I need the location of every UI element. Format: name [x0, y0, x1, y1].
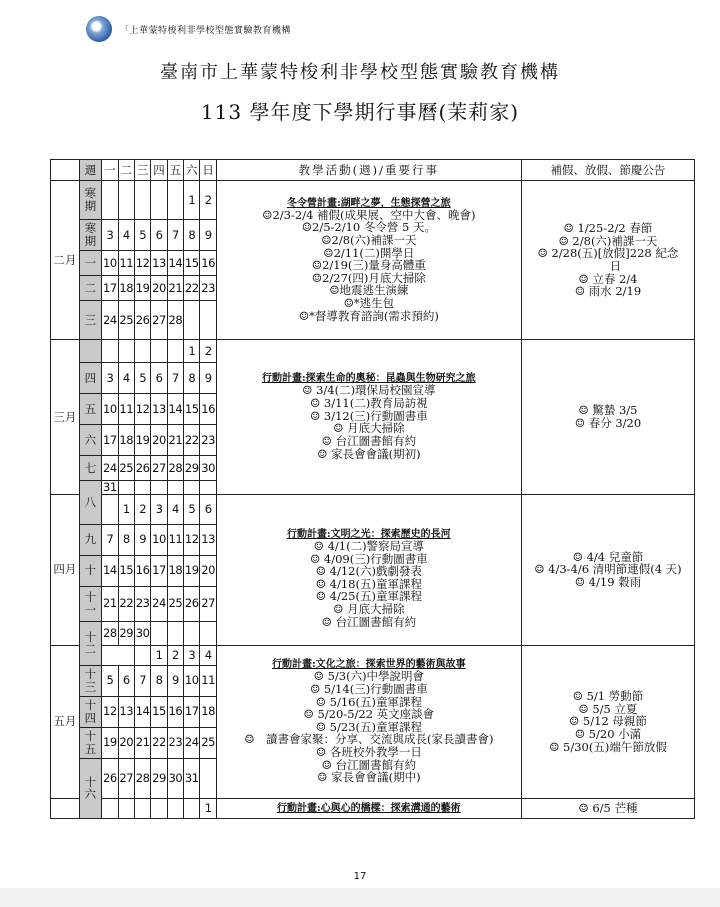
date-cell: 18 — [167, 555, 183, 586]
date-cell: 25 — [118, 301, 134, 340]
date-cell: 27 — [151, 301, 167, 340]
activity-item: ☺ 4/09(三)行動圖書車 — [309, 551, 428, 566]
date-cell: 6 — [151, 220, 167, 251]
date-cell: 28 — [102, 621, 118, 645]
date-cell — [151, 340, 167, 363]
header-week: 週 — [79, 160, 102, 181]
week-label: 四 — [79, 363, 102, 394]
date-cell: 26 — [102, 758, 118, 798]
date-cell: 26 — [134, 456, 150, 481]
activity-item: ☺2/8(六)補課一天 — [321, 232, 417, 247]
date-cell: 11 — [118, 394, 134, 425]
week-label — [79, 340, 102, 363]
note-item: ☺ 4/19 穀雨 — [574, 574, 642, 589]
activity-item: ☺ 3/11(二)教育局訪視 — [309, 396, 428, 411]
date-cell: 18 — [118, 425, 134, 456]
date-cell: 5 — [102, 665, 118, 696]
page-number: 17 — [353, 871, 367, 882]
date-cell: 3 — [151, 494, 167, 524]
week-label: 十六 — [79, 758, 102, 818]
date-cell: 3 — [102, 220, 118, 251]
header-blank — [51, 160, 80, 181]
date-cell — [184, 301, 200, 340]
header-school-name: 「上華蒙特梭利非學校型態實驗教育機構 — [120, 25, 292, 36]
note-item: ☺ 6/5 芒種 — [578, 800, 638, 815]
date-cell: 12 — [102, 696, 118, 727]
date-cell: 14 — [134, 696, 150, 727]
notes-list — [522, 222, 694, 298]
date-cell: 2 — [200, 181, 216, 220]
date-cell: 17 — [102, 425, 118, 456]
date-cell — [102, 645, 135, 665]
date-cell — [167, 340, 183, 363]
date-cell: 20 — [151, 425, 167, 456]
date-cell: 22 — [118, 586, 134, 621]
date-cell: 14 — [102, 555, 118, 586]
date-cell: 11 — [118, 251, 134, 276]
week-label: 七 — [79, 456, 102, 481]
note-item: ☺ 5/12 母親節 — [568, 714, 647, 729]
date-cell — [167, 798, 183, 818]
note-item: ☺ 立春 2/4 — [578, 271, 638, 286]
activity-item: ☺ 4/12(六)戲劇發表 — [315, 564, 422, 579]
activity-item: ☺2/11(二)開學日 — [323, 245, 415, 260]
june-activities — [216, 798, 521, 818]
date-cell — [134, 798, 150, 818]
date-cell: 16 — [167, 696, 183, 727]
date-cell: 21 — [167, 276, 183, 301]
date-cell: 29 — [118, 621, 134, 645]
date-cell — [184, 481, 200, 495]
month-april: 四月 — [51, 494, 80, 645]
header-weekday: 一 — [102, 160, 118, 181]
date-cell: 24 — [102, 301, 118, 340]
date-cell: 19 — [102, 727, 118, 758]
date-cell: 1 — [200, 798, 216, 818]
date-cell: 3 — [102, 363, 118, 394]
date-cell: 2 — [200, 340, 216, 363]
date-cell: 6 — [118, 665, 134, 696]
activity-item: ☺ 4/18(五)童軍課程 — [315, 576, 422, 591]
february-activities — [216, 181, 521, 340]
note-item: ☺ 1/25-2/2 春節 — [563, 221, 653, 236]
activity-item: ☺ 各班校外教學一日 — [315, 745, 422, 760]
date-cell — [151, 621, 167, 645]
activity-list — [217, 209, 521, 323]
date-cell: 10 — [151, 524, 167, 555]
date-cell: 17 — [184, 696, 200, 727]
date-cell: 8 — [184, 220, 200, 251]
page-header — [86, 12, 291, 46]
date-cell: 12 — [134, 394, 150, 425]
activity-item: ☺*逃生包 — [343, 296, 395, 311]
activity-item: ☺ 家長會會議(期中) — [317, 770, 421, 785]
activity-item: ☺ 4/25(五)童軍課程 — [315, 589, 422, 604]
note-item: ☺ 雨水 2/19 — [574, 284, 642, 299]
date-cell: 25 — [167, 586, 183, 621]
note-item: ☺ 4/3-4/6 清明節連假(4 天) — [534, 562, 682, 577]
date-cell: 13 — [151, 394, 167, 425]
month-february: 二月 — [51, 181, 80, 340]
date-cell — [200, 481, 216, 495]
week-label: 十三 — [79, 665, 102, 696]
date-cell: 14 — [167, 251, 183, 276]
date-cell: 21 — [167, 425, 183, 456]
week-label: 十四 — [79, 696, 102, 727]
notes-list — [522, 690, 694, 753]
header-activity: 教學活動(週)/重要行事 — [216, 160, 521, 181]
note-item: ☺ 5/30(五)端午節放假 — [549, 739, 667, 754]
document-title: 113 學年度下學期行事曆(茉莉家) — [200, 100, 520, 124]
date-cell: 8 — [118, 524, 134, 555]
date-cell: 7 — [167, 220, 183, 251]
date-cell: 16 — [200, 251, 216, 276]
activity-item: ☺ 5/16(五)童軍課程 — [315, 694, 422, 709]
date-cell: 17 — [102, 276, 118, 301]
date-cell: 19 — [184, 555, 200, 586]
date-cell: 12 — [184, 524, 200, 555]
date-cell: 30 — [134, 621, 150, 645]
date-cell — [200, 621, 216, 645]
date-cell — [167, 181, 183, 220]
date-cell — [118, 481, 134, 495]
activity-item: ☺*督導教育諮詢(需求預約) — [298, 308, 439, 323]
week-label: 六 — [79, 425, 102, 456]
activity-plan-title: 行動計畫:文化之旅：探索世界的藝術與故事 — [271, 659, 466, 671]
date-cell: 25 — [200, 727, 216, 758]
date-cell: 31 — [103, 480, 117, 494]
date-cell: 15 — [184, 251, 200, 276]
date-cell: 26 — [184, 586, 200, 621]
header-weekday: 三 — [134, 160, 150, 181]
date-cell: 21 — [134, 727, 150, 758]
week-label: 三 — [79, 301, 102, 340]
date-cell — [134, 481, 150, 495]
date-cell: 1 — [151, 645, 167, 665]
date-cell: 23 — [134, 586, 150, 621]
date-cell: 11 — [200, 665, 216, 696]
date-cell: 9 — [134, 524, 150, 555]
date-cell: 19 — [134, 276, 150, 301]
date-cell — [184, 621, 200, 645]
week-label: 寒期 — [79, 220, 102, 251]
date-cell: 27 — [118, 758, 134, 798]
date-cell — [134, 181, 150, 220]
date-cell: 7 — [134, 665, 150, 696]
date-cell — [134, 340, 150, 363]
date-cell: 10 — [102, 251, 118, 276]
date-cell: 2 — [167, 645, 183, 665]
activity-item: ☺ 家長會會議(期初) — [317, 446, 421, 461]
date-cell: 4 — [118, 363, 134, 394]
note-item: ☺ 5/5 立夏 — [578, 701, 638, 716]
activity-item: ☺ 5/20-5/22 英文座談會 — [303, 707, 435, 722]
activity-item: ☺ 台江圖書館有約 — [321, 757, 417, 772]
week-label: 二 — [79, 276, 102, 301]
date-cell: 21 — [102, 586, 118, 621]
activity-item: ☺地震逃生演練 — [329, 283, 409, 298]
may-activities — [216, 645, 521, 798]
date-cell — [118, 181, 134, 220]
date-cell: 9 — [200, 363, 216, 394]
activity-item: ☺ 3/12(三)行動圖書車 — [309, 408, 428, 423]
activity-item: ☺ 月底大掃除 — [333, 602, 405, 617]
date-cell: 20 — [151, 276, 167, 301]
date-cell: 17 — [151, 555, 167, 586]
notes-list — [522, 802, 694, 815]
date-cell: 9 — [200, 220, 216, 251]
date-cell: 11 — [167, 524, 183, 555]
date-cell: 15 — [184, 394, 200, 425]
date-cell: 25 — [118, 456, 134, 481]
date-cell: 22 — [184, 276, 200, 301]
date-cell: 2 — [134, 494, 150, 524]
date-cell: 27 — [151, 456, 167, 481]
april-activities — [216, 494, 521, 645]
week-label: 十 — [79, 555, 102, 586]
month-march: 三月 — [51, 340, 80, 495]
date-cell: 23 — [200, 276, 216, 301]
date-cell: 28 — [134, 758, 150, 798]
date-cell: 23 — [200, 425, 216, 456]
date-cell — [167, 481, 183, 495]
header-weekday: 六 — [184, 160, 200, 181]
date-cell: 12 — [134, 251, 150, 276]
activity-plan-title: 行動計畫:心與心的橋樑：探索溝通的藝術 — [276, 802, 461, 814]
date-cell: 24 — [102, 456, 118, 481]
note-item: ☺ 2/8(六)補課一天 — [558, 233, 658, 248]
date-cell: 6 — [200, 494, 216, 524]
date-cell: 22 — [184, 425, 200, 456]
june-notes — [521, 798, 694, 818]
date-cell: 14 — [167, 394, 183, 425]
header-weekday: 日 — [200, 160, 216, 181]
date-cell — [167, 621, 183, 645]
date-cell — [151, 181, 167, 220]
week-label: 一 — [79, 251, 102, 276]
activity-item: ☺2/19(三)量身高體重 — [311, 258, 426, 273]
date-cell: 23 — [167, 727, 183, 758]
activity-item: ☺ 3/4(二)環保局校園宣導 — [302, 383, 436, 398]
month-blank — [51, 798, 80, 818]
activity-plan-title: 冬令營計畫:湖畔之夢，生態探營之旅 — [286, 197, 451, 209]
date-cell: 1 — [184, 340, 200, 363]
date-cell — [184, 798, 200, 818]
week-label: 九 — [79, 524, 102, 555]
activity-item: ☺2/5-2/10 冬令營 5 天。 — [301, 220, 436, 235]
date-cell — [102, 798, 118, 818]
date-cell: 20 — [200, 555, 216, 586]
activity-item: ☺ 台江圖書館有約 — [321, 433, 417, 448]
february-notes — [521, 181, 694, 340]
activity-list — [217, 670, 521, 784]
date-cell: 8 — [151, 665, 167, 696]
date-cell: 3 — [184, 645, 200, 665]
note-item: ☺ 5/1 勞動節 — [572, 689, 644, 704]
date-cell: 27 — [200, 586, 216, 621]
date-cell: 1 — [118, 494, 134, 524]
date-cell: 7 — [102, 524, 118, 555]
date-cell: 13 — [118, 696, 134, 727]
note-item: ☺ 5/20 小滿 — [574, 726, 642, 741]
date-cell: 29 — [151, 758, 167, 798]
date-cell — [200, 758, 216, 798]
date-cell: 19 — [134, 425, 150, 456]
activity-list — [217, 384, 521, 460]
date-cell — [134, 645, 150, 665]
week-label: 十二 — [79, 621, 102, 665]
header-weekday: 四 — [151, 160, 167, 181]
date-cell: 16 — [134, 555, 150, 586]
activity-item: ☺ 5/23(五)童軍課程 — [315, 719, 422, 734]
april-notes — [521, 494, 694, 645]
date-cell: 26 — [134, 301, 150, 340]
school-logo — [86, 16, 112, 42]
date-cell: 15 — [118, 555, 134, 586]
activity-plan-title: 行動計畫:文明之光：探索歷史的長河 — [286, 528, 451, 540]
document-org-title: 臺南市上華蒙特梭利非學校型態實驗教育機構 — [160, 62, 560, 83]
activity-item: ☺2/3-2/4 補假(成果展、空中大會、晚會) — [262, 207, 476, 222]
date-cell: 4 — [200, 645, 216, 665]
activity-item: ☺ 台江圖書館有約 — [321, 614, 417, 629]
date-cell: 28 — [167, 301, 183, 340]
activity-list — [217, 540, 521, 628]
date-cell: 5 — [134, 220, 150, 251]
date-cell: 22 — [151, 727, 167, 758]
activity-plan-title: 行動計畫:探索生命的奧秘：昆蟲與生物研究之旅 — [261, 373, 476, 385]
date-cell — [102, 494, 118, 524]
date-cell: 18 — [118, 276, 134, 301]
date-cell: 24 — [151, 586, 167, 621]
date-cell: 10 — [102, 394, 118, 425]
notes-list — [522, 551, 694, 589]
activity-item: ☺ 月底大掃除 — [333, 421, 405, 436]
date-cell: 30 — [200, 456, 216, 481]
date-cell: 6 — [151, 363, 167, 394]
date-cell: 1 — [184, 181, 200, 220]
note-item: ☺ 驚蟄 3/5 — [578, 403, 638, 418]
date-cell: 10 — [184, 665, 200, 696]
date-cell — [151, 798, 167, 818]
viewer-bottom-bar — [0, 888, 720, 907]
note-item: ☺ 春分 3/20 — [574, 415, 642, 430]
activity-item: ☺2/27(四)月底大掃除 — [311, 270, 426, 285]
date-cell: 15 — [151, 696, 167, 727]
date-cell: 5 — [184, 494, 200, 524]
date-cell: 13 — [151, 251, 167, 276]
date-cell: 9 — [167, 665, 183, 696]
date-cell: 20 — [118, 727, 134, 758]
may-notes — [521, 645, 694, 798]
date-cell: 4 — [167, 494, 183, 524]
date-cell — [151, 481, 167, 495]
date-cell: 29 — [184, 456, 200, 481]
date-cell — [102, 340, 118, 363]
notes-list — [522, 404, 694, 429]
date-cell — [200, 301, 216, 340]
note-item: ☺ 2/28(五)[放假]228 紀念 — [537, 246, 679, 261]
week-label: 寒期 — [79, 181, 102, 220]
date-cell: 8 — [184, 363, 200, 394]
date-cell: 4 — [118, 220, 134, 251]
activity-item: ☺ 4/1(二)警察局宣導 — [313, 538, 425, 553]
header-weekday: 五 — [167, 160, 183, 181]
week-label: 十一 — [79, 586, 102, 621]
week-label: 八 — [79, 481, 102, 525]
activity-item: ☺ 讀書會家聚：分享、交流與成長(家長讀書會) — [244, 732, 494, 747]
date-cell: 28 — [167, 456, 183, 481]
date-cell: 24 — [184, 727, 200, 758]
date-cell — [118, 340, 134, 363]
header-weekday: 二 — [118, 160, 134, 181]
activity-item: ☺ 5/14(三)行動圖書車 — [309, 681, 428, 696]
week-label: 五 — [79, 394, 102, 425]
school-calendar-table — [50, 159, 695, 819]
march-activities — [216, 340, 521, 495]
header-notes: 補假、放假、節慶公告 — [521, 160, 694, 181]
date-cell: 5 — [134, 363, 150, 394]
date-cell: 31 — [184, 758, 200, 798]
date-cell: 18 — [200, 696, 216, 727]
note-item: 日 — [594, 259, 622, 273]
date-cell: 16 — [200, 394, 216, 425]
date-cell: 30 — [167, 758, 183, 798]
date-cell: 7 — [167, 363, 183, 394]
date-cell: 13 — [200, 524, 216, 555]
date-cell — [118, 798, 134, 818]
date-cell — [102, 181, 118, 220]
activity-item: ☺ 5/3(六)中學說明會 — [313, 669, 425, 684]
march-notes — [521, 340, 694, 495]
month-may: 五月 — [51, 645, 80, 798]
week-label: 十五 — [79, 727, 102, 758]
note-item: ☺ 4/4 兒童節 — [572, 549, 644, 564]
